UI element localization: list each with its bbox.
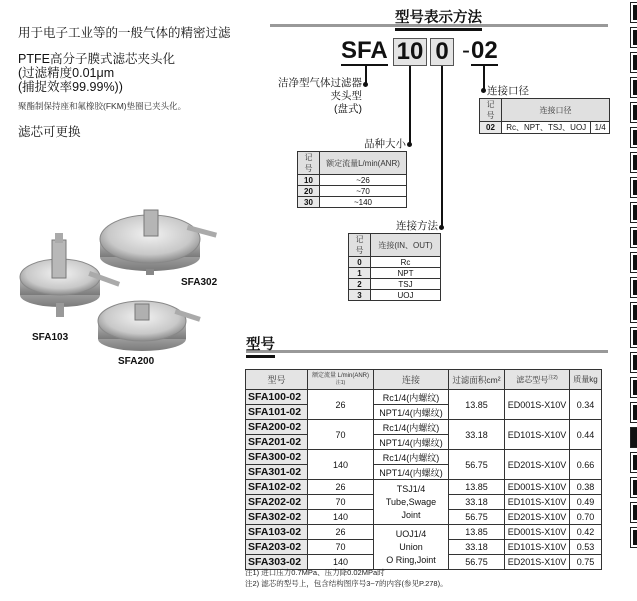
table-row: SFA303-02 140 56.75 ED201S-X10V 0.75	[246, 555, 602, 570]
code-size-box: 10	[393, 38, 427, 66]
table-row: SFA203-02 70 33.18 ED101S-X10V 0.53	[246, 540, 602, 555]
index-tab[interactable]	[630, 2, 637, 23]
index-tab[interactable]	[630, 377, 637, 398]
footnote-2: 注2) 滤芯的型号上，包含结构图序号3~7的内容(参见P.278)。	[245, 579, 448, 588]
index-tab[interactable]	[630, 527, 637, 548]
code-prefix: SFA	[341, 37, 388, 64]
index-tab[interactable]	[630, 502, 637, 523]
label-sfa103: SFA103	[32, 332, 69, 343]
index-tab[interactable]	[630, 52, 637, 73]
feature-ptfe	[18, 52, 175, 94]
index-tab[interactable]	[630, 477, 637, 498]
models-table	[245, 369, 602, 570]
conn-table-title: 连接方法	[396, 220, 438, 232]
table-row: SFA200-02 70 Rc1/4(内螺纹) 33.18 ED101S-X10V 0.44	[246, 420, 602, 435]
leader-dot-port	[481, 88, 486, 93]
filter-sfa302-graphic	[100, 210, 217, 275]
index-tab[interactable]	[630, 102, 637, 123]
index-tab[interactable]	[630, 452, 637, 473]
models-title: 型号	[246, 333, 275, 358]
feature-replaceable: 滤芯可更换	[18, 125, 81, 139]
index-tab[interactable]	[630, 177, 637, 198]
index-tab[interactable]	[630, 402, 637, 423]
feature-ptfe-line1: PTFE高分子膜式滤芯夹头化	[18, 52, 175, 66]
how-to-order-title: 型号表示方法	[395, 6, 482, 31]
table-row: SFA100-02 26 Rc1/4(内螺纹) 13.85 ED001S-X10V 0.34	[246, 390, 602, 405]
feature-ptfe-line3: (捕捉效率99.99%))	[18, 80, 123, 94]
index-tab[interactable]	[630, 27, 637, 48]
table-row: SFA101-02 NPT1/4(内螺纹)	[246, 405, 602, 420]
code-port: 02	[471, 37, 498, 64]
label-sfa200: SFA200	[118, 356, 155, 367]
table-row: SFA301-02 NPT1/4(内螺纹)	[246, 465, 602, 480]
table-row: SFA302-02 140 56.75 ED201S-X10V 0.70	[246, 510, 602, 525]
index-tab[interactable]	[630, 227, 637, 248]
table-row: SFA103-02 26 UOJ1/4 Union O Ring,Joint 13.85 ED001S-X10V 0.42	[246, 525, 602, 540]
index-tab[interactable]	[630, 277, 637, 298]
index-tab[interactable]	[630, 152, 637, 173]
prefix-label: 洁净型气体过滤器 夹头型 (盘式)	[278, 77, 362, 115]
port-table: 记号 连接口径 02 Rc、NPT、TSJ、UOJ 1/4	[479, 98, 610, 134]
port-table-title: 连接口径	[487, 85, 529, 97]
conn-uoj-cell: UOJ1/4 Union O Ring,Joint	[374, 525, 449, 570]
conn-tsj-cell: TSJ1/4 Tube,Swage Joint	[374, 480, 449, 525]
size-table: 记号 额定流量L/min(ANR) 10 ~26 20 ~70 30 ~140	[297, 151, 407, 208]
filter-sfa200-graphic	[98, 301, 201, 351]
section-divider-models	[246, 350, 608, 353]
index-tab[interactable]	[630, 302, 637, 323]
leader-conn	[441, 66, 443, 228]
table-row: SFA300-02 140 Rc1/4(内螺纹) 56.75 ED201S-X10V 0.66	[246, 450, 602, 465]
index-tab[interactable]	[630, 77, 637, 98]
conn-table: 记号 连接(IN、OUT) 0 Rc 1 NPT 2 TSJ 3 UOJ	[348, 233, 441, 301]
table-row: SFA202-02 70 33.18 ED101S-X10V 0.49	[246, 495, 602, 510]
leader-dot-prefix	[363, 82, 368, 87]
index-tab[interactable]	[630, 252, 637, 273]
footnote-1: 注1) 进口压力0.7MPa、压力降0.02MPa时	[245, 568, 385, 577]
index-tab[interactable]	[630, 202, 637, 223]
table-row: SFA102-02 26 TSJ1/4 Tube,Swage Joint 13.85 ED001S-X10V 0.38	[246, 480, 602, 495]
index-tab[interactable]	[630, 352, 637, 373]
product-photo	[8, 205, 238, 375]
table-header-row: 型号 额定流量 L/min(ANR)$^{注1)}$ 连接 过滤面积cm² 滤芯型号$^{注2)}$ 质量kg	[246, 370, 602, 390]
size-table-title: 品种大小	[364, 138, 406, 150]
leader-size	[409, 66, 411, 146]
footnotes	[245, 567, 448, 589]
feature-note: 聚酯制保持座和氟橡胶(FKM)垫圈已夹头化。	[18, 101, 187, 111]
leader-dot-conn	[439, 225, 444, 230]
code-dash: -	[462, 37, 470, 64]
table-row: SFA201-02 NPT1/4(内螺纹)	[246, 435, 602, 450]
feature-ptfe-line2: (过滤精度0.01μm	[18, 66, 115, 80]
index-tab[interactable]	[630, 127, 637, 148]
index-tab[interactable]	[630, 327, 637, 348]
label-sfa302: SFA302	[181, 277, 218, 288]
headline: 用于电子工业等的一般气体的精密过滤	[18, 26, 231, 40]
index-tab-active[interactable]	[630, 427, 637, 448]
code-conn-box: 0	[430, 38, 454, 66]
leader-dot-size	[407, 142, 412, 147]
leader-port	[483, 66, 485, 90]
